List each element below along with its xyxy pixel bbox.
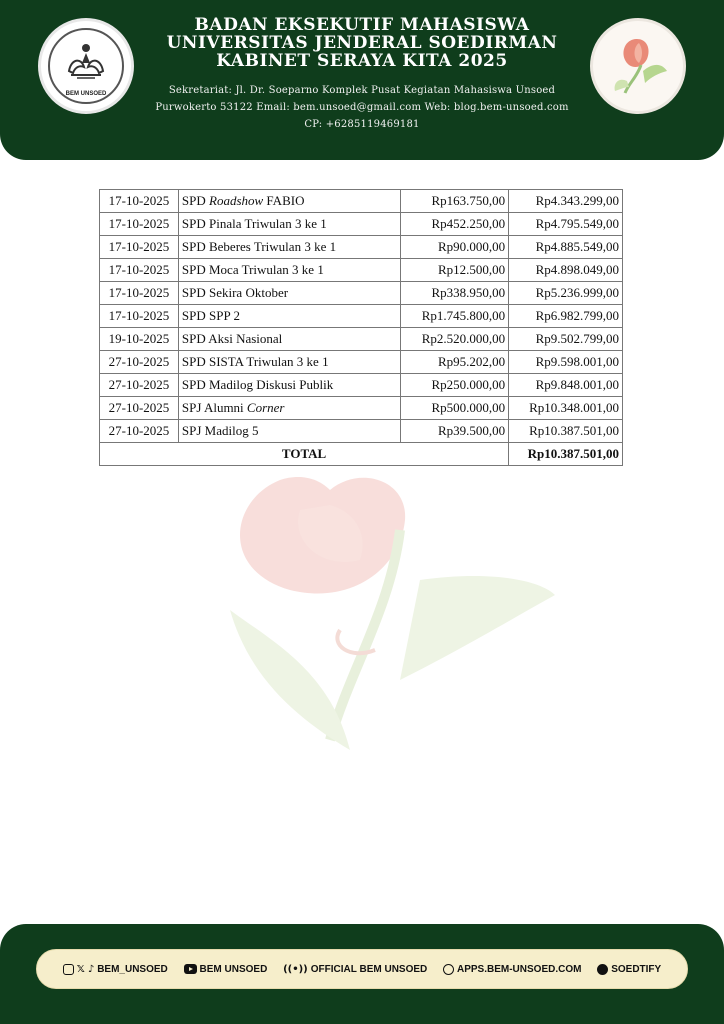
footer bbox=[0, 924, 724, 1024]
row-date: 17-10-2025 bbox=[100, 305, 179, 328]
row-balance: Rp10.348.001,00 bbox=[509, 397, 623, 420]
spotify-icon bbox=[597, 964, 608, 975]
row-description bbox=[178, 236, 400, 259]
row-date: 17-10-2025 bbox=[100, 259, 179, 282]
logo-caption: BEM UNSOED bbox=[65, 91, 107, 97]
row-date: 17-10-2025 bbox=[100, 236, 179, 259]
row-date: 19-10-2025 bbox=[100, 328, 179, 351]
social-links-bar bbox=[36, 949, 688, 989]
table-row bbox=[100, 190, 623, 213]
cabinet-logo bbox=[590, 18, 686, 114]
youtube-icon bbox=[184, 964, 197, 974]
description-text: SPD Aksi Nasional bbox=[181, 331, 283, 346]
row-date: 27-10-2025 bbox=[100, 374, 179, 397]
row-description bbox=[178, 305, 400, 328]
row-balance: Rp5.236.999,00 bbox=[509, 282, 623, 305]
social-label: BEM_UNSOED bbox=[97, 963, 168, 975]
address-line-1: Sekretariat: Jl. Dr. Soeparno Komplek Pusat Kegiatan Mahasiswa Unsoed bbox=[168, 85, 556, 96]
row-description bbox=[178, 374, 400, 397]
social-label: SOEDTIFY bbox=[611, 963, 662, 975]
row-description bbox=[178, 328, 400, 351]
table-row bbox=[100, 236, 623, 259]
bem-unsoed-logo bbox=[38, 18, 134, 114]
social-label: APPS.BEM-UNSOED.COM bbox=[457, 963, 582, 975]
description-text: SPD SPP 2 bbox=[181, 308, 240, 323]
table-row bbox=[100, 213, 623, 236]
row-description bbox=[178, 259, 400, 282]
social-podcast[interactable] bbox=[283, 964, 427, 975]
row-amount: Rp452.250,00 bbox=[401, 213, 509, 236]
row-date: 27-10-2025 bbox=[100, 420, 179, 443]
description-text: SPD Moca Triwulan 3 ke 1 bbox=[181, 262, 324, 277]
row-balance: Rp9.848.001,00 bbox=[509, 374, 623, 397]
row-description bbox=[178, 397, 400, 420]
tulip-icon bbox=[607, 31, 671, 103]
total-row bbox=[100, 443, 623, 466]
table-row bbox=[100, 397, 623, 420]
total-label: TOTAL bbox=[100, 443, 509, 466]
row-description bbox=[178, 351, 400, 374]
row-date: 27-10-2025 bbox=[100, 351, 179, 374]
letterhead-text bbox=[140, 16, 584, 133]
table-row bbox=[100, 420, 623, 443]
row-amount: Rp500.000,00 bbox=[401, 397, 509, 420]
row-amount: Rp1.745.800,00 bbox=[401, 305, 509, 328]
address-line-2: Purwokerto 53122 Email: bem.unsoed@gmail.com Web: blog.bem-unsoed.com bbox=[155, 102, 569, 113]
table-row bbox=[100, 282, 623, 305]
letterhead bbox=[0, 0, 724, 160]
row-date: 17-10-2025 bbox=[100, 190, 179, 213]
row-balance: Rp4.795.549,00 bbox=[509, 213, 623, 236]
social-instagram-x-tiktok[interactable] bbox=[63, 964, 168, 975]
row-description bbox=[178, 282, 400, 305]
row-description bbox=[178, 420, 400, 443]
row-description bbox=[178, 190, 400, 213]
description-text: SPD SISTA Triwulan 3 ke 1 bbox=[181, 354, 329, 369]
row-amount: Rp39.500,00 bbox=[401, 420, 509, 443]
table-row bbox=[100, 305, 623, 328]
address-block bbox=[140, 82, 584, 133]
row-balance: Rp4.898.049,00 bbox=[509, 259, 623, 282]
row-description bbox=[178, 213, 400, 236]
description-text: SPJ Alumni bbox=[181, 400, 247, 415]
table-row bbox=[100, 374, 623, 397]
description-italic: Corner bbox=[246, 400, 285, 415]
social-label: OFFICIAL BEM UNSOED bbox=[310, 963, 428, 975]
podcast-icon: ((•)) bbox=[283, 963, 308, 975]
row-date: 17-10-2025 bbox=[100, 282, 179, 305]
row-amount: Rp2.520.000,00 bbox=[401, 328, 509, 351]
org-title-line-2: UNIVERSITAS JENDERAL SOEDIRMAN bbox=[166, 33, 558, 53]
financial-ledger-table bbox=[99, 189, 623, 466]
description-text: SPD Madilog Diskusi Publik bbox=[181, 377, 334, 392]
row-amount: Rp12.500,00 bbox=[401, 259, 509, 282]
total-value: Rp10.387.501,00 bbox=[509, 443, 623, 466]
description-italic: Roadshow bbox=[209, 193, 264, 208]
table-row bbox=[100, 259, 623, 282]
row-amount: Rp95.202,00 bbox=[401, 351, 509, 374]
ledger-body bbox=[100, 190, 623, 443]
table-row bbox=[100, 351, 623, 374]
row-balance: Rp10.387.501,00 bbox=[509, 420, 623, 443]
description-text: SPJ Madilog 5 bbox=[181, 423, 259, 438]
row-balance: Rp9.502.799,00 bbox=[509, 328, 623, 351]
social-spotify[interactable] bbox=[597, 964, 661, 975]
tiktok-icon: ♪ bbox=[87, 963, 95, 975]
table-row bbox=[100, 328, 623, 351]
description-text: SPD Beberes Triwulan 3 ke 1 bbox=[181, 239, 337, 254]
instagram-icon bbox=[63, 964, 74, 975]
x-icon: 𝕏 bbox=[76, 963, 85, 975]
social-website[interactable] bbox=[443, 964, 581, 975]
social-label: BEM UNSOED bbox=[199, 963, 268, 975]
address-line-3: CP: +6285119469181 bbox=[304, 119, 420, 130]
org-title-line-1: BADAN EKSEKUTIF MAHASISWA bbox=[194, 15, 530, 35]
org-title-line-3: KABINET SERAYA KITA 2025 bbox=[216, 51, 508, 71]
social-youtube[interactable] bbox=[184, 964, 268, 975]
row-amount: Rp250.000,00 bbox=[401, 374, 509, 397]
description-text: SPD Sekira Oktober bbox=[181, 285, 289, 300]
globe-icon bbox=[443, 964, 454, 975]
row-amount: Rp338.950,00 bbox=[401, 282, 509, 305]
emblem-icon bbox=[63, 41, 109, 81]
description-suffix: FABIO bbox=[263, 193, 305, 208]
row-balance: Rp4.343.299,00 bbox=[509, 190, 623, 213]
row-balance: Rp6.982.799,00 bbox=[509, 305, 623, 328]
row-date: 27-10-2025 bbox=[100, 397, 179, 420]
row-balance: Rp9.598.001,00 bbox=[509, 351, 623, 374]
row-amount: Rp90.000,00 bbox=[401, 236, 509, 259]
description-text: SPD Pinala Triwulan 3 ke 1 bbox=[181, 216, 327, 231]
tulip-watermark bbox=[210, 470, 570, 770]
row-amount: Rp163.750,00 bbox=[401, 190, 509, 213]
description-text: SPD bbox=[181, 193, 209, 208]
row-date: 17-10-2025 bbox=[100, 213, 179, 236]
row-balance: Rp4.885.549,00 bbox=[509, 236, 623, 259]
